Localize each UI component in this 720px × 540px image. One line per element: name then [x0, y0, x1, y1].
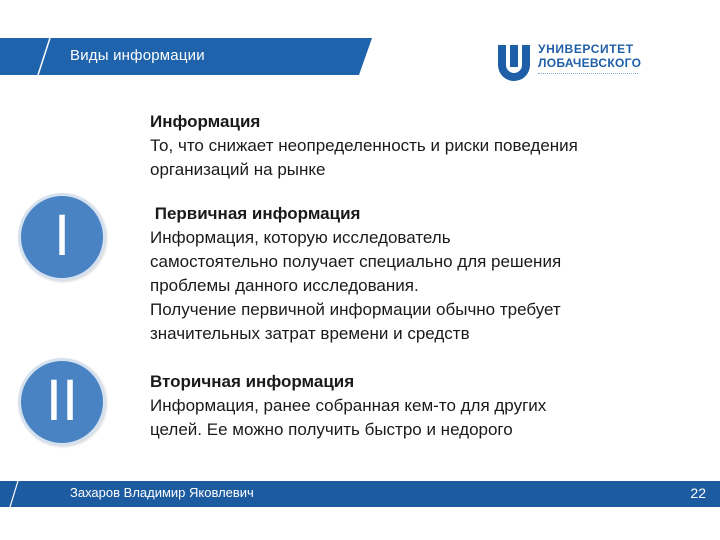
section-line: Получение первичной информации обычно требует [150, 300, 561, 319]
slide-title: Виды информации [70, 47, 205, 64]
page-number: 22 [690, 485, 706, 501]
university-logo [494, 41, 654, 85]
footer-author: Захаров Владимир Яковлевич [70, 485, 254, 500]
section-line: Информация, ранее собранная кем-то для других [150, 396, 547, 415]
section-title: Информация [150, 112, 261, 131]
section-information [150, 110, 670, 182]
section-primary-information [150, 202, 670, 346]
logo-text-line1: УНИВЕРСИТЕТ [538, 42, 634, 56]
section-title: Вторичная информация [150, 372, 355, 391]
roman-numeral-badge: II [18, 358, 106, 446]
section-line: проблемы данного исследования. [150, 276, 419, 295]
roman-numeral-badge: I [18, 193, 106, 281]
logo-subtitle-rule [538, 73, 638, 76]
section-line: Информация, которую исследователь [150, 228, 451, 247]
section-line: значительных затрат времени и средств [150, 324, 470, 343]
section-secondary-information [150, 370, 670, 442]
section-line: целей. Ее можно получить быстро и недорого [150, 420, 513, 439]
section-line: То, что снижает неопределенность и риски поведения [150, 136, 578, 155]
section-line: самостоятельно получает специально для решения [150, 252, 562, 271]
logo-text-line2: ЛОБАЧЕВСКОГО [538, 56, 642, 70]
section-title: Первичная информация [150, 204, 361, 223]
section-line: организаций на рынке [150, 160, 326, 179]
logo-mark-icon [494, 41, 534, 81]
